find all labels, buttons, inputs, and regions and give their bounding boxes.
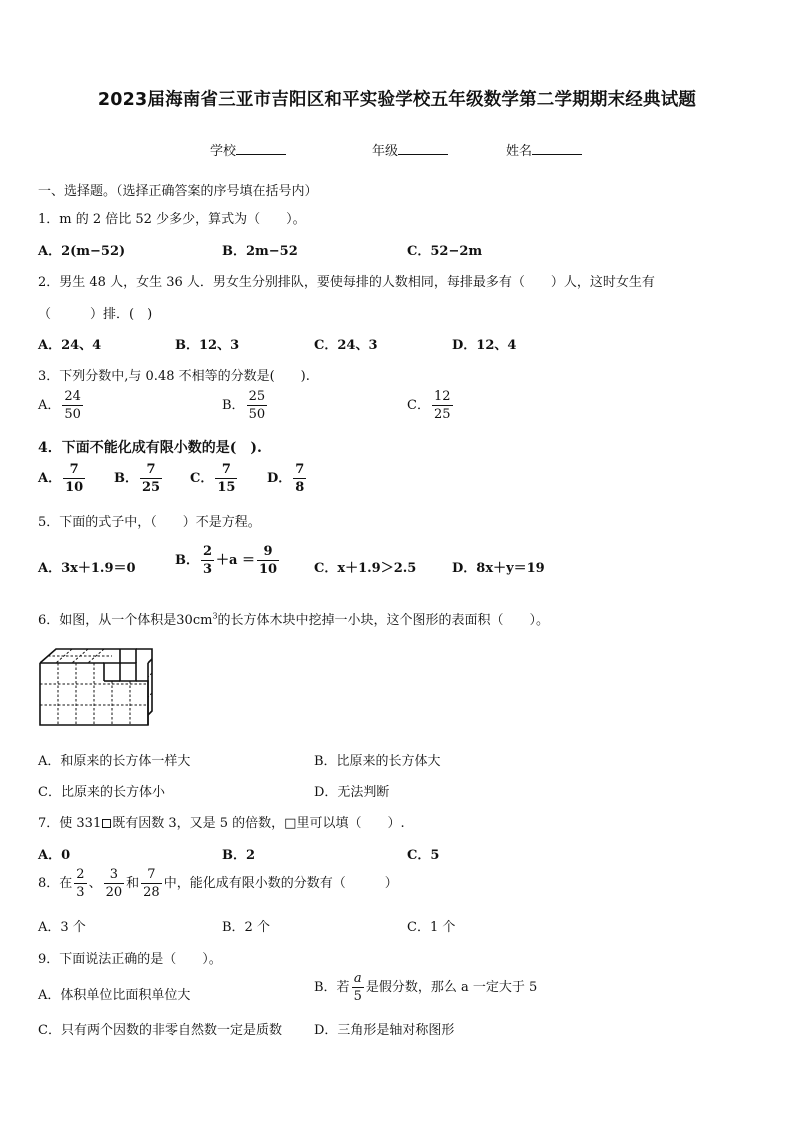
q2-option-c[interactable]: C．24、3 <box>314 338 378 353</box>
q6-option-a[interactable]: A．和原来的长方体一样大 <box>38 754 191 769</box>
q9-option-d[interactable]: D．三角形是轴对称图形 <box>314 1023 455 1038</box>
q5-option-d[interactable]: D．8x＋y＝19 <box>452 561 545 576</box>
q7-option-c[interactable]: C．5 <box>407 848 440 863</box>
q6-option-c[interactable]: C．比原来的长方体小 <box>38 785 165 800</box>
fraction: $\frac{7}{28}$ <box>143 867 160 900</box>
q9-option-a[interactable]: A．体积单位比面积单位大 <box>38 988 191 1003</box>
q1-option-c[interactable]: C．52−2m <box>407 244 483 259</box>
grade-label: 年级 <box>372 144 399 159</box>
q6-option-d[interactable]: D．无法判断 <box>314 785 390 800</box>
q3-stem: 3．下列分数中,与 0.48 不相等的分数是( ). <box>38 369 310 384</box>
q1-stem: 1．m 的 2 倍比 52 少多少，算式为（ ）。 <box>38 212 306 227</box>
q2-option-b[interactable]: B．12、3 <box>175 338 240 353</box>
q4-option-c[interactable]: C． $\frac{7}{15}$ <box>190 462 236 495</box>
school-field[interactable] <box>210 140 286 159</box>
fraction: $\frac{a}{5}$ <box>353 971 362 1004</box>
cuboid-figure <box>36 643 156 729</box>
q4-option-a[interactable]: A． $\frac{7}{10}$ <box>38 462 84 495</box>
q8-option-b[interactable]: B．2 个 <box>222 920 270 935</box>
q4-option-d[interactable]: D． $\frac{7}{8}$ <box>267 462 305 495</box>
q7-option-b[interactable]: B．2 <box>222 848 256 863</box>
q2-stem-line2: （ ）排．( ) <box>38 307 153 322</box>
fraction: $\frac{2}{3}$ <box>76 867 85 900</box>
q5-option-c[interactable]: C．x＋1.9＞2.5 <box>314 561 417 576</box>
page-title: 2023届海南省三亚市吉阳区和平实验学校五年级数学第二学期期末经典试题 <box>97 90 697 110</box>
q4-option-b[interactable]: B． $\frac{7}{25}$ <box>114 462 161 495</box>
q2-option-d[interactable]: D．12、4 <box>452 338 517 353</box>
school-blank[interactable] <box>236 142 286 155</box>
name-label: 姓名 <box>506 144 533 159</box>
fraction: $\frac{9}{10}$ <box>259 544 278 577</box>
q5-stem: 5．下面的式子中，（ ）不是方程。 <box>38 515 261 530</box>
blank-box-icon <box>102 819 111 828</box>
fraction: $\frac{12}{25}$ <box>433 389 451 422</box>
name-blank[interactable] <box>532 142 582 155</box>
grade-field[interactable] <box>372 140 448 159</box>
fraction: $\frac{7}{15}$ <box>217 462 236 495</box>
q8-option-a[interactable]: A．3 个 <box>38 920 86 935</box>
q2-stem-line1: 2．男生 48 人，女生 36 人．男女生分别排队，要使每排的人数相同，每排最多有（ ）人，这时女生有 <box>38 275 655 290</box>
q3-option-a[interactable]: A． $\frac{24}{50}$ <box>38 389 81 422</box>
q8-stem: 8．在 $\frac{2}{3}$ 、 $\frac{3}{20}$ 和 $\frac{7}{28}$ 中，能化成有限小数的分数有（ ） <box>38 867 398 900</box>
fraction: $\frac{7}{25}$ <box>142 462 161 495</box>
q9-stem: 9．下面说法正确的是（ ）。 <box>38 952 222 967</box>
q3-option-b[interactable]: B． $\frac{25}{50}$ <box>222 389 266 422</box>
q1-option-a[interactable]: A．2(m−52) <box>38 244 126 259</box>
q4-stem: 4．下面不能化成有限小数的是( ). <box>38 440 262 456</box>
q5-option-a[interactable]: A．3x＋1.9＝0 <box>38 561 136 576</box>
q2-option-a[interactable]: A．24、4 <box>38 338 102 353</box>
fraction: $\frac{7}{10}$ <box>65 462 84 495</box>
q9-option-b[interactable]: B．若 $\frac{a}{5}$ 是假分数，那么 a 一定大于 5 <box>314 971 538 1004</box>
fraction: $\frac{7}{8}$ <box>295 462 305 495</box>
fraction: $\frac{24}{50}$ <box>64 389 81 422</box>
q6-option-b[interactable]: B．比原来的长方体大 <box>314 754 441 769</box>
q6-stem: 6．如图，从一个体积是$30cm^3$的长方体木块中挖掉一小块，这个图形的表面积（ ）。 <box>38 611 550 628</box>
q1-option-b[interactable]: B．2m−52 <box>222 244 298 259</box>
grade-blank[interactable] <box>398 142 448 155</box>
section-heading: 一、选择题。（选择正确答案的序号填在括号内） <box>38 184 318 199</box>
q5-option-b[interactable]: B． $\frac{2}{3}$ ＋a ＝ $\frac{9}{10}$ <box>175 544 278 577</box>
name-field[interactable] <box>506 140 582 159</box>
q9-option-c[interactable]: C．只有两个因数的非零自然数一定是质数 <box>38 1023 282 1038</box>
q3-option-c[interactable]: C． $\frac{12}{25}$ <box>407 389 451 422</box>
fraction: $\frac{2}{3}$ <box>203 544 213 577</box>
q7-stem: 7．使 331 既有因数 3，又是 5 的倍数，□里可以填（ ）. <box>38 816 405 831</box>
q7-option-a[interactable]: A．0 <box>38 848 71 863</box>
school-label: 学校 <box>210 144 237 159</box>
fraction: $\frac{25}{50}$ <box>248 389 266 422</box>
q8-option-c[interactable]: C．1 个 <box>407 920 456 935</box>
fraction: $\frac{3}{20}$ <box>105 867 123 900</box>
